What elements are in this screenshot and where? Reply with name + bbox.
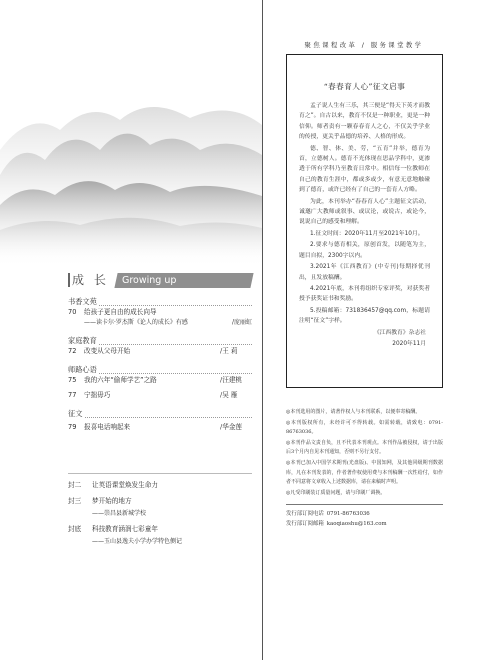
cover-label: 封底 (68, 525, 82, 533)
essay-call-notice (286, 54, 443, 388)
cover-entry[interactable] (68, 480, 252, 492)
section-banner (68, 272, 252, 288)
toc-page: 77 (68, 391, 77, 399)
notice-paragraph: 为此，本刊举办“春春育人心”主题征文活动，诚邀广大教师或叙事、或议论，或说古，或论今，说说自己的感受和理解。 (299, 198, 430, 226)
note-item: ◎本刊版权所有，未经许可不得转载。如需转载，请致电：0791-86763036。 (286, 419, 443, 436)
notes-divider (286, 504, 443, 505)
toc-page: 70 (68, 308, 77, 316)
cover-subtitle: ——玉山县逸夫小学办学特色侧记 (92, 538, 183, 545)
contact-label: 发行部订阅邮箱 (286, 520, 324, 527)
contact-email (286, 520, 443, 530)
toc-category: 师路心语 (68, 364, 252, 375)
note-item: ◎本刊作品文责自负，且不代表本刊观点。本刊作品被侵权，请于出版后3个月内自见本刊通知，否则不另行支付。 (286, 439, 443, 456)
toc-author: /吴 雁 (220, 391, 238, 399)
contact-value[interactable]: 0791-86763036 (326, 511, 370, 518)
cover-label: 封二 (68, 481, 82, 489)
page-divider (262, 0, 263, 660)
contact-phone (286, 510, 443, 520)
toc-title: 我的六年“偷师学艺”之路 (84, 376, 157, 384)
toc-page: 72 (68, 347, 77, 355)
toc-page: 75 (68, 376, 77, 384)
publication-notes (286, 408, 443, 530)
ink-mountain-illustration (0, 0, 262, 268)
toc-author: /华金莲 (220, 423, 243, 431)
notice-paragraph: 3.2021年《江西教育》(中专刊)每期择优刊出，且发放稿酬。 (299, 264, 430, 281)
toc-page: 79 (68, 423, 77, 431)
notice-title: “春春育人心”征文启事 (323, 82, 406, 91)
toc-author: /王 莉 (220, 347, 238, 355)
contact-value[interactable]: kaoqiaoshu@163.com (326, 520, 387, 527)
toc-subtitle-row (68, 318, 252, 328)
note-item: ◎本刊选用的图片，请著作权人与本刊联系，以便奉寄稿酬。 (286, 409, 421, 415)
notice-paragraph: 2.要求与德育相关，原创首发，以随笔为主，题目自拟，2300字以内。 (299, 242, 430, 259)
note-item: ◎凡受印刷装订质量问题，请与印刷厂调换。 (286, 489, 386, 496)
toc-subtitle: ——读卡尔·罗杰斯《论人的成长》有感 (84, 319, 188, 326)
cover-list (68, 473, 252, 548)
section-subtitle: Growing up (114, 273, 253, 288)
toc-entry[interactable] (68, 375, 252, 386)
notice-paragraph: 5.投稿邮箱：731836457@qq.com，标题请注明“征文”字样。 (299, 307, 430, 325)
toc-author: /庞丽虹 (231, 319, 252, 326)
toc-category: 征文 (68, 408, 252, 419)
notice-paragraph: 德、智、体、美、劳，“五育”并举，德育为首，立德树人。德育不光体现在思品学科中，更渗透于所有学科乃至教育日常中。相信每一位教师在自己的教育生涯中，都或多或少，有意无意地触碰到了德育，或许已经有了自己的一套育人方略。 (299, 145, 430, 194)
cover-label: 封三 (68, 497, 82, 505)
notice-paragraph: 孟子说人生有三乐，其三便是“得天下英才而教育之”。自古以来，教育不仅是一种职业，更是一种信仰。师者责有一颗春春育人之心，不仅关乎学业的传授，更关乎品德的培养、人格的形成。 (299, 103, 430, 141)
cover-title: 梦开始的地方 (92, 497, 132, 505)
notice-paragraph: 1.征文时间：2020年11月至2021年10月。 (310, 230, 424, 237)
note-item: ◎本刊已加入中国学术期刊(光盘版)、中国知网，及其他同级期刊数据库，凡在本刊发表的，作者著作权使用费与本刊稿酬一次性给付，如作者不同意将文章收入上述数据库，请在来稿时声明。 (286, 459, 443, 486)
contact-label: 发行部订阅电话 (286, 511, 324, 518)
section-title: 成 长 (68, 273, 114, 287)
toc-author: /汪建桃 (220, 376, 243, 384)
toc-entry[interactable] (68, 390, 252, 401)
toc-title: 给孩子更自由的成长向导 (84, 308, 157, 316)
toc-category: 书香文苑 (68, 296, 252, 307)
page-header: 聚焦课程改革 / 服务课堂教学 (304, 41, 424, 49)
cover-entry[interactable] (68, 524, 252, 536)
toc-title: 宁拙毋巧 (84, 391, 111, 399)
cover-entry[interactable] (68, 496, 252, 508)
cover-title: 科技教育涵润七彩童年 (92, 525, 158, 533)
notice-signature: 《江西教育》杂志社 (373, 329, 426, 336)
toc-entry[interactable] (68, 307, 252, 318)
notice-date: 2020年11月 (392, 340, 426, 347)
table-of-contents (68, 272, 252, 548)
toc-title: 报喜电话响起来 (84, 423, 131, 431)
notice-paragraph: 4.2021年底，本刊将组织专家评奖，对获奖者授予获奖证书和奖励。 (299, 285, 430, 303)
cover-title: 让英语课堂焕发生命力 (92, 481, 158, 489)
toc-entry[interactable] (68, 346, 252, 357)
toc-title: 改变从父母开始 (84, 347, 131, 355)
cover-subtitle: ——崇昌县新城学校 (92, 510, 147, 517)
toc-entry[interactable] (68, 422, 252, 433)
toc-category: 家庭教育 (68, 335, 252, 346)
